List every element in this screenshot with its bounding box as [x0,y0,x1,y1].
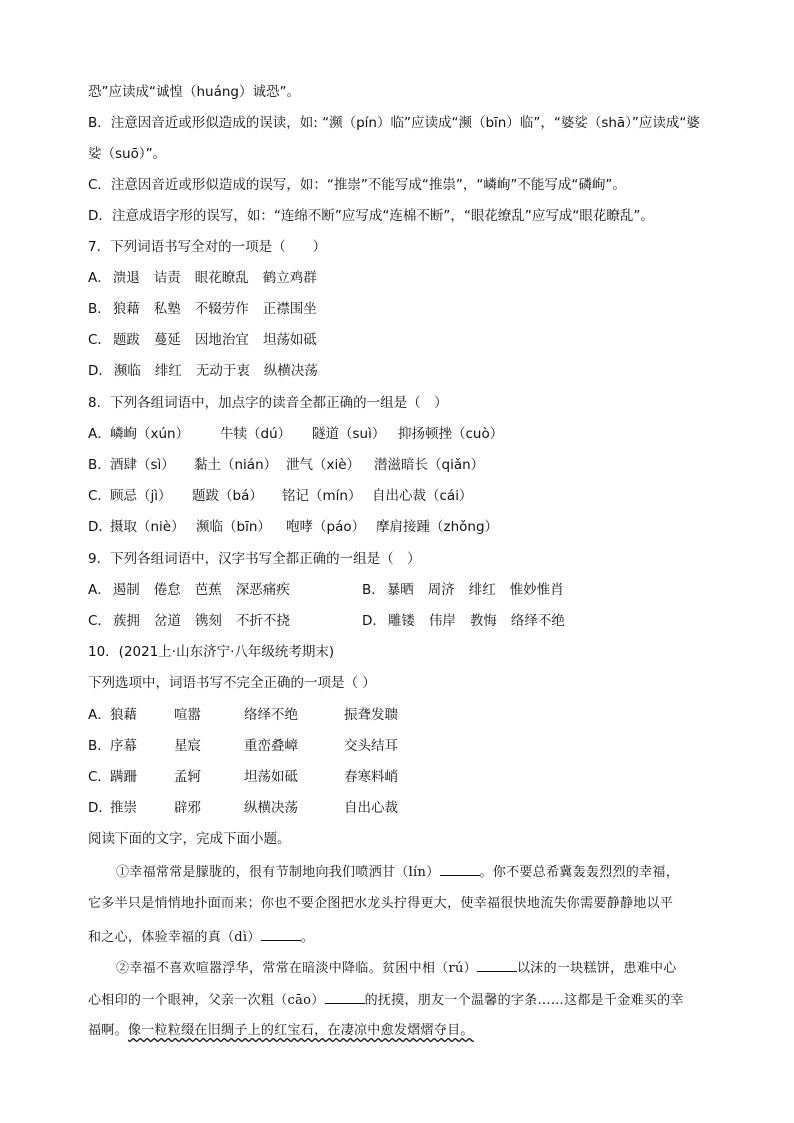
passage-p2-line2: 心相印的一个眼神，父亲一次粗（cāo） 的抚摸，朋友一个温馨的字条……这都是千金难买的幸 [88,989,684,1009]
q10-source: 10．(2021上·山东济宁·八年级统考期末) [88,644,335,660]
reading-passage [88,858,710,1048]
q8-option-b[interactable]: B．酒肆（sì） 黏土（nián） 泄气（xiè） 潜滋暗长（qiǎn） [88,457,485,473]
underlined-sentence: 像一粒粒缀在旧绸子上的红宝石，在凄凉中愈发熠熠夺目。 [127,1023,474,1038]
q10-option-a[interactable]: A．狼藉 喧嚣 络绎不绝 振聋发聩 [88,707,398,723]
q9-stem: 9．下列各组词语中，汉字书写全都正确的一组是（ ） [88,551,421,567]
intro-line-2: B．注意因音近或形似造成的误读，如: “濒（pín）临”应读成“濒（bīn）临”，“婆娑（shā）”应读成“婆 [88,115,700,131]
q7-stem: 7．下列词语书写全对的一项是（ ） [88,239,327,255]
q9-option-c[interactable]: C． 蔟拥 岔道 镌刻 不折不挠 [88,613,290,629]
answer-blank-4[interactable] [325,989,365,1004]
passage-p1-line3: 和之心，体验幸福的真（dì） 。 [88,926,314,946]
q10-option-c[interactable]: C．蹒跚 孟轲 坦荡如砥 春寒料峭 [88,769,398,785]
q10-option-d[interactable]: D．推崇 辟邪 纵横决荡 自出心裁 [88,800,398,816]
q7-option-c[interactable]: C． 题跋 蔓延 因地治宜 坦荡如砥 [88,332,317,348]
passage-p1-line1: ①幸福常常是朦胧的，很有节制地向我们喷洒甘（lín） 。你不要总希冀轰轰烈烈的幸福， [116,861,679,881]
answer-blank-2[interactable] [261,926,301,941]
passage-p2-line1: ②幸福不喜欢喧嚣浮华，常常在暗淡中降临。贫困中相（rú） 以沫的一块糕饼，患难中心 [116,957,677,977]
q7-option-d[interactable]: D． 濒临 绯红 无动于衷 纵横决荡 [88,363,318,379]
q8-option-d[interactable]: D．摄取（niè） 濒临（bīn） 咆哮（páo） 摩肩接踵（zhǒng） [88,519,499,535]
q10-stem: 下列选项中，词语书写不完全正确的一项是（ ） [88,675,376,691]
intro-line-4: C．注意因音近或形似造成的误写，如：“推崇”不能写成“推祟”，“嶙峋”不能写成“磷峋”。 [88,177,626,193]
reading-intro: 阅读下面的文字，完成下面小题。 [88,831,291,847]
q10-option-b[interactable]: B．序幕 星宸 重峦叠嶂 交头结耳 [88,738,398,754]
q8-option-c[interactable]: C．顾忌（jì） 题跋（bá） 铭记（mín） 自出心裁（cái） [88,488,473,504]
q9-option-a[interactable]: A． 遏制 倦怠 芭蕉 深恶痛疾 [88,582,290,598]
intro-line-1: 恐”应读成“诚惶（huáng）诚恐”。 [88,84,300,100]
q7-option-b[interactable]: B． 狼藉 私塾 不辍劳作 正襟围坐 [88,301,317,317]
intro-line-3: 娑（suō）”。 [88,146,167,162]
q8-stem: 8．下列各组词语中，加点字的读音全都正确的一组是（ ） [88,395,448,411]
q9-option-b[interactable]: B． 暴晒 周济 绯红 惟妙惟肖 [362,582,564,598]
q8-option-a[interactable]: A．嶙峋（xún） 牛犊（dú） 隧道（suì） 抑扬顿挫（cuò） [88,426,504,442]
intro-line-5: D．注意成语字形的误写，如：“连绵不断”应写成“连棉不断”，“眼花缭乱”应写成“眼花瞭乱”。 [88,208,654,224]
passage-p2-line3: 福啊。像一粒粒缀在旧绸子上的红宝石，在凄凉中愈发熠熠夺目。 [88,1023,474,1038]
answer-blank-3[interactable] [477,957,517,972]
q9-option-d[interactable]: D． 雕镂 伟岸 教悔 络绎不绝 [362,613,565,629]
q7-option-a[interactable]: A． 溃退 诘责 眼花瞭乱 鹤立鸡群 [88,270,317,286]
passage-p1-line2: 它多半只是悄悄地扑面而来；你也不要企图把水龙头拧得更大，使幸福很快地流失你需要静静地以平 [88,896,674,911]
answer-blank-1[interactable] [440,861,480,876]
